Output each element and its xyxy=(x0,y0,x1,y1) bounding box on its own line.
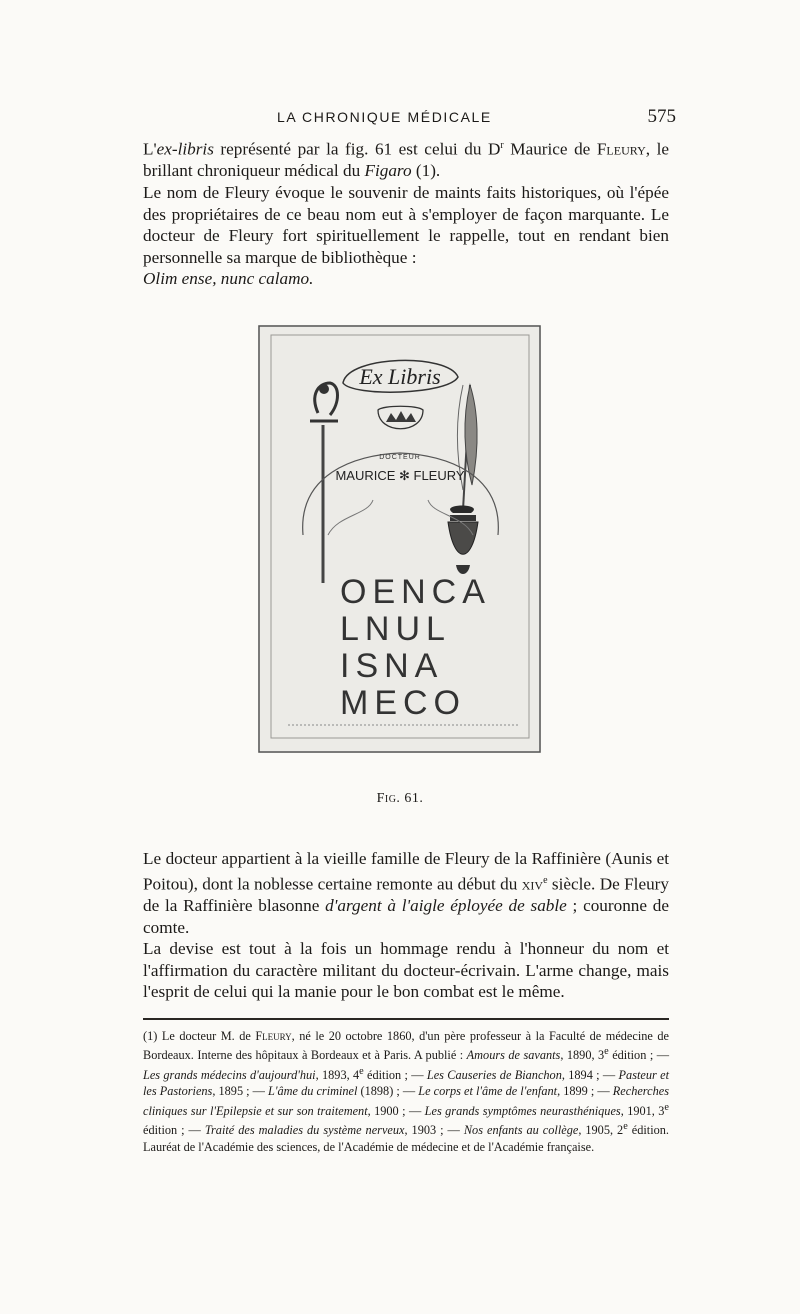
fn-run: , 1895 ; — xyxy=(212,1084,269,1099)
fn-sup: e xyxy=(359,1065,364,1077)
text-run: siècle. De Fleury de la Raffinière blasonne xyxy=(143,874,669,915)
fn-run: , 1905, 2 xyxy=(578,1123,624,1138)
fn-run: , 1893, 4 xyxy=(315,1068,360,1082)
caption-label: Fig. xyxy=(376,791,401,806)
century: xiv xyxy=(521,874,544,894)
book-title: Le corps et l'âme de l'enfant xyxy=(418,1084,558,1099)
text-run: ; couronne de comte. xyxy=(143,895,670,937)
motto: Olim ense, nunc calamo. xyxy=(143,269,314,289)
fn-run: , 1903 ; — xyxy=(404,1123,464,1138)
page-header xyxy=(142,107,676,131)
fn-sup: e xyxy=(604,1046,609,1058)
fn-run: , né le 20 octobre 1860, d'un père professeur à la Faculté de médecine de Bordeaux. Interne des hôpitaux à Bordeaux et à Paris. A publié : xyxy=(143,1029,669,1063)
owner-name: MAURICE ✻ FLEURY xyxy=(335,468,465,483)
fn-run: édition ; — xyxy=(608,1048,669,1063)
fn-run: édition ; — xyxy=(143,1123,205,1138)
figure-caption xyxy=(0,791,800,807)
docteur-label: DOCTEUR xyxy=(379,454,421,461)
fn-run: édition ; — xyxy=(363,1068,427,1082)
fn-sup: e xyxy=(664,1101,669,1113)
footnote xyxy=(143,1028,669,1155)
surname: Fleury xyxy=(596,139,646,159)
book-title: Recherches cliniques sur l'Epilepsie et sur son traitement xyxy=(143,1084,669,1118)
fn-run: édition. Lauréat de l'Académie des sciences, de l'Académie de médecine et de l'Académie française. xyxy=(143,1123,669,1154)
fn-run: (1898) ; — xyxy=(357,1084,419,1099)
running-title: LA CHRONIQUE MÉDICALE xyxy=(277,109,492,125)
ex-libris-figure xyxy=(258,325,541,753)
text-run: , le brillant chroniqueur médical du xyxy=(143,139,670,181)
fn-run: , 1890, 3 xyxy=(560,1048,605,1063)
intro-text xyxy=(143,135,669,290)
page-number: 575 xyxy=(647,106,676,127)
fn-run: (1) Le docteur M. de xyxy=(143,1029,256,1043)
superscript: e xyxy=(543,874,548,886)
fn-run: , 1901, 3 xyxy=(620,1103,665,1118)
text-run: représenté par la fig. 61 est celui du D xyxy=(213,139,501,159)
ex-libris-label: Ex Libris xyxy=(359,364,441,389)
body-paragraph-2: La devise est tout à la fois un hommage rendu à l'honneur du nom et l'affirmation du caractère militant du docteur-écrivain. L'arme change, mais l'esprit de celui qui la manie pour le bon combat est le même. xyxy=(143,939,669,1002)
fn-surname: Fleury xyxy=(255,1029,292,1043)
book-title: Les grands symptômes neurasthéniques xyxy=(424,1103,621,1118)
superscript: r xyxy=(500,140,504,151)
text-run: Le docteur appartient à la vieille famille de Fleury de la Raffinière (Aunis et Poitou), dont la noblesse certaine remonte au début du xyxy=(143,849,669,894)
ex-libris-term: ex-libris xyxy=(156,139,214,159)
fn-run: , 1900 ; — xyxy=(367,1103,425,1118)
blazon: d'argent à l'aigle éployée de sable xyxy=(325,895,567,915)
fn-run: , 1899 ; — xyxy=(557,1084,613,1099)
book-title: Les Causeries de Bianchon xyxy=(426,1068,562,1082)
intro-paragraph-1 xyxy=(143,135,669,182)
book-title: Pasteur et les Pastoriens xyxy=(143,1068,669,1099)
text-run: Maurice de xyxy=(503,139,597,159)
body-text-2 xyxy=(143,848,669,1003)
bookplate-illustration xyxy=(258,325,541,753)
grid-row: MECO xyxy=(340,684,466,722)
fn-sup: e xyxy=(623,1121,628,1133)
intro-paragraph-2: Le nom de Fleury évoque le souvenir de maints faits historiques, où l'épée des propriétaires de ce beau nom eut à s'employer de façon marquante. Le docteur de Fleury fort spirituellement le rappelle, tout en rendant bien personnelle sa marque de bibliothèque : xyxy=(143,182,669,267)
book-title: Nos enfants au collège xyxy=(463,1123,579,1138)
text-run: (1). xyxy=(411,161,441,181)
text-run: L' xyxy=(143,139,157,159)
book-title: Traité des maladies du système nerveux xyxy=(204,1123,405,1138)
book-title: Amours de savants xyxy=(466,1048,561,1063)
grid-row: ISNA xyxy=(340,647,444,685)
book-title: L'âme du criminel xyxy=(268,1084,358,1099)
footnote-divider xyxy=(143,1018,669,1020)
book-title: Les grands médecins d'aujourd'hui xyxy=(143,1068,316,1082)
grid-row: LNUL xyxy=(340,610,451,648)
caption-number: 61. xyxy=(400,791,424,806)
grid-row: OENCA xyxy=(340,573,491,611)
body-paragraph-1 xyxy=(143,848,669,938)
fn-run: , 1894 ; — xyxy=(561,1068,619,1082)
newspaper-title: Figaro xyxy=(364,161,412,181)
